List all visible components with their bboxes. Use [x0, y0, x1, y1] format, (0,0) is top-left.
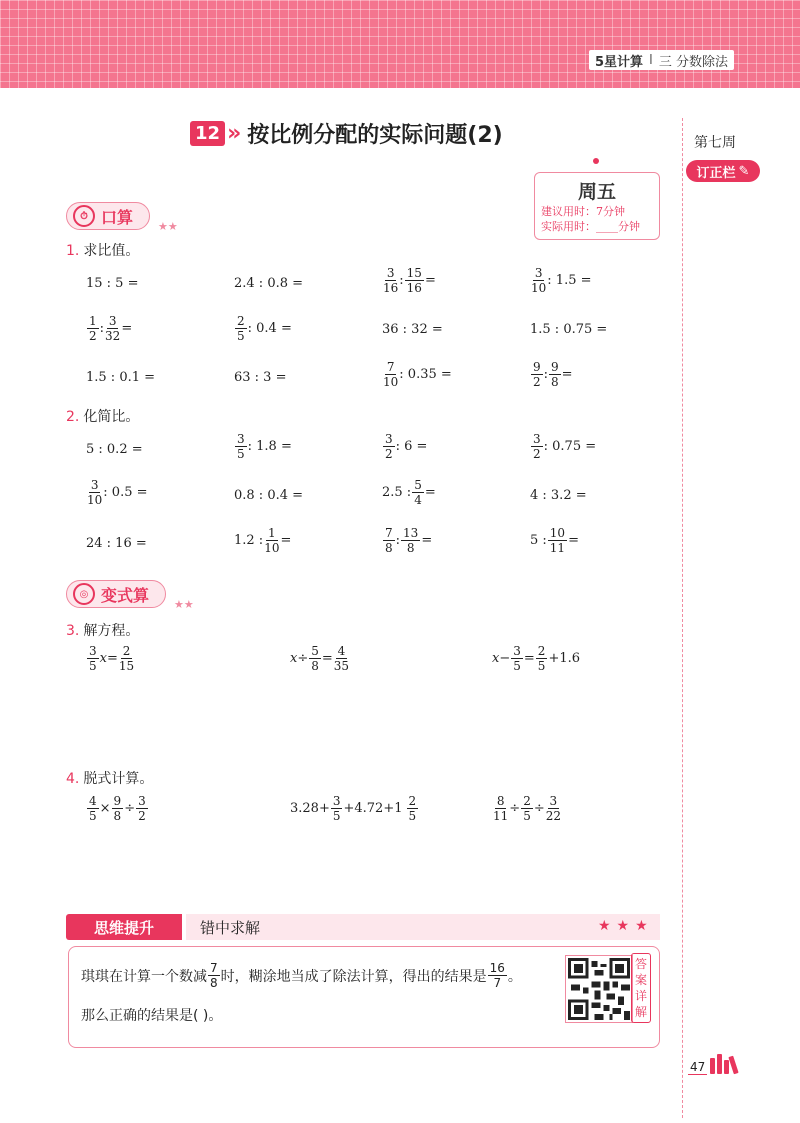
question-number: 4.: [66, 771, 80, 787]
suggested-time: 建议用时：7分钟: [541, 205, 625, 218]
problem: 3 5 : 1.8 =: [237, 432, 292, 461]
page-number: 47: [690, 1060, 706, 1074]
margin-divider: [682, 118, 683, 1118]
problem: 1.5 : 0.75 =: [530, 322, 608, 337]
problem: 24 : 16 =: [86, 536, 147, 551]
problem: 2.4 : 0.8 =: [234, 276, 304, 291]
chapter-badge: [589, 50, 734, 70]
fraction: [208, 961, 220, 990]
badge-separator: I: [649, 52, 653, 68]
problem: 0.8 : 0.4 =: [234, 488, 304, 503]
page-title: [190, 118, 503, 149]
section-mental-label: 口算: [101, 207, 134, 227]
problem: 2 5 : 0.4 =: [237, 314, 292, 343]
lesson-title: 按比例分配的实际问题(2): [247, 123, 503, 148]
problem-line-1: [81, 961, 522, 990]
pin-icon: [593, 158, 599, 164]
problem: 4 : 3.2 =: [530, 488, 587, 503]
problem: 3 16 : 15 16 =: [383, 266, 436, 295]
thinking-subtitle: 错中求解: [200, 918, 261, 937]
day-label: 周五: [577, 181, 616, 203]
problem: 5 : 10 11 =: [530, 526, 579, 555]
thinking-problem-box: [68, 946, 660, 1048]
problem: 2.5 : 5 4 =: [382, 478, 436, 507]
correction-label: 订正栏: [696, 165, 736, 181]
problem: 7 8 : 13 8 =: [385, 526, 433, 555]
answer-detail-label[interactable]: 答案详解: [631, 953, 651, 1023]
equation: 3 5 x = 2 15: [89, 644, 135, 673]
badge-series: 5星计算: [594, 54, 644, 70]
correction-column-tag: [686, 160, 760, 182]
section-variant-math: [66, 580, 166, 608]
chevron-icon: »: [227, 121, 242, 146]
problem: 3 10 : 0.5 =: [87, 478, 148, 507]
qr-code-icon[interactable]: [565, 955, 633, 1023]
header-band: [0, 0, 800, 88]
question-4: [66, 768, 153, 788]
stars-icon: ★★: [174, 598, 194, 611]
denominator: 7: [493, 976, 502, 990]
target-icon: ◎: [73, 583, 95, 605]
actual-time: 实际用时：____分钟: [541, 220, 640, 233]
problem: 1.5 : 0.1 =: [86, 370, 156, 385]
expression: 3.28+ 3 5 +4.72+1 2 5: [290, 794, 417, 823]
question-1: [66, 240, 139, 260]
thinking-tag: 思维提升: [66, 914, 182, 940]
numerator: 7: [210, 961, 218, 975]
question-number: 1.: [66, 243, 80, 259]
problem: 7 10 : 0.35 =: [383, 360, 452, 389]
question-text: 脱式计算。: [83, 771, 154, 787]
problem: 3 10 : 1.5 =: [531, 266, 592, 295]
lesson-number: 12: [190, 121, 225, 146]
stopwatch-icon: ⏱: [73, 205, 95, 227]
question-text: 解方程。: [83, 623, 140, 639]
problem: 36 : 32 =: [382, 322, 443, 337]
fraction: [488, 961, 507, 990]
text-part: 。: [507, 968, 522, 985]
pencil-icon: ✎: [738, 163, 750, 179]
stars-icon: ★★: [158, 220, 178, 233]
problem-line-2: 那么正确的结果是( )。: [81, 1008, 223, 1024]
books-icon: [710, 1054, 736, 1074]
problem: 5 : 0.2 =: [86, 442, 143, 457]
question-number: 3.: [66, 623, 80, 639]
expression: 4 5 × 9 8 ÷ 3 2: [89, 794, 146, 823]
problem: 63 : 3 =: [234, 370, 287, 385]
problem: 9 2 : 9 8 =: [533, 360, 573, 389]
section-mental-math: [66, 202, 150, 230]
problem: 3 2 : 6 =: [385, 432, 428, 461]
section-variant-label: 变式算: [101, 585, 150, 605]
problem: 1.2 : 1 10 =: [234, 526, 292, 555]
equation: x ÷ 5 8 = 4 35: [290, 644, 350, 673]
thinking-subtitle-bar: [186, 914, 660, 940]
question-text: 求比值。: [83, 243, 140, 259]
text-part: 时，糊涂地当成了除法计算，得出的结果是: [220, 968, 487, 985]
week-label: 第七周: [694, 135, 736, 151]
denominator: 8: [210, 976, 218, 990]
badge-chapter: 三 分数除法: [658, 54, 728, 70]
equation: x − 3 5 = 2 5 +1.6: [492, 644, 581, 673]
question-text: 化简比。: [83, 409, 140, 425]
question-2: [66, 406, 139, 426]
expression: 8 11 ÷ 2 5 ÷ 3 22: [493, 794, 562, 823]
text-part: 琪琪在计算一个数减: [81, 968, 207, 985]
problem: 3 2 : 0.75 =: [533, 432, 597, 461]
problem: 15 : 5 =: [86, 276, 139, 291]
question-number: 2.: [66, 409, 80, 425]
day-card: [534, 172, 660, 240]
problem: 1 2 : 3 32 =: [89, 314, 133, 343]
question-3: [66, 620, 139, 640]
numerator: 16: [489, 961, 505, 975]
difficulty-stars: ★★★: [598, 918, 654, 934]
